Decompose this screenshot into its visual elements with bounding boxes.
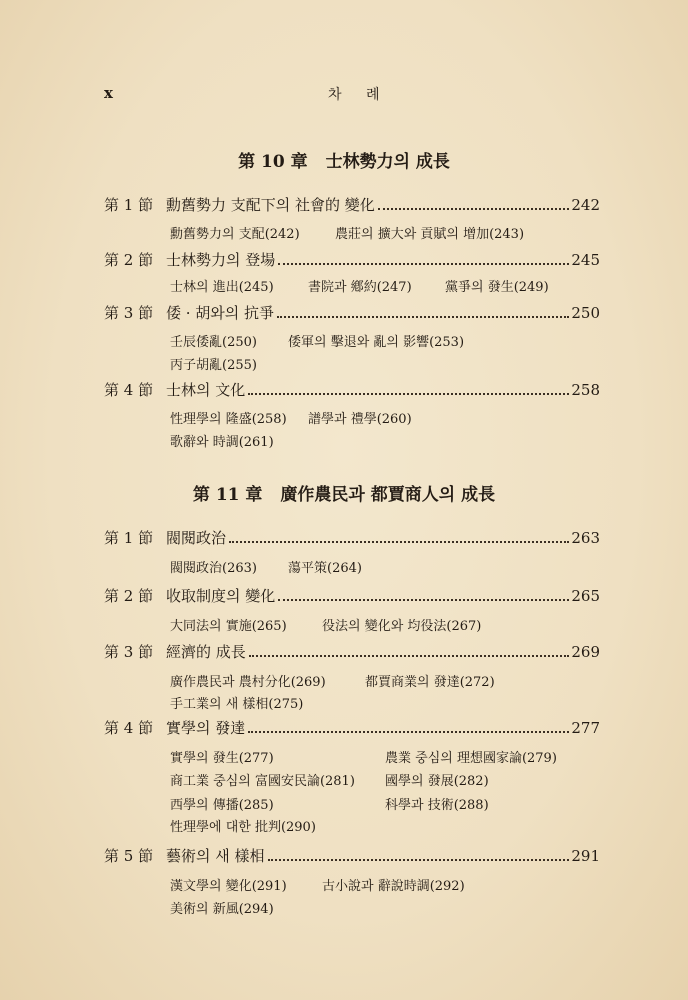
- dot-leader: [248, 731, 569, 733]
- toc-section-row[interactable]: [104, 527, 600, 547]
- section-title: 收取制度의 變化: [166, 587, 276, 605]
- section-number: 第 3 節: [104, 643, 154, 661]
- section-page: 277: [571, 719, 600, 737]
- section-title: 勳舊勢力 支配下의 社會的 變化: [166, 196, 375, 214]
- subsection-entry: 農業 중심의 理想國家論(279): [385, 751, 557, 766]
- subsection-entry: 譜學과 禮學(260): [308, 412, 412, 427]
- section-number: 第 1 節: [104, 196, 154, 214]
- page-number: x: [104, 84, 113, 102]
- section-number: 第 5 節: [104, 847, 154, 865]
- dot-leader: [277, 316, 569, 318]
- toc-section-row[interactable]: [104, 585, 600, 605]
- section-page: 269: [571, 643, 600, 661]
- subsection-entry: 蕩平策(264): [288, 561, 362, 576]
- dot-leader: [268, 859, 570, 861]
- subsection-entry: 丙子胡亂(255): [170, 358, 257, 373]
- subsection-entry: 大同法의 實施(265): [170, 619, 287, 634]
- section-title: 實學의 發達: [166, 719, 246, 737]
- subsection-entry: 役法의 變化와 均役法(267): [322, 619, 482, 634]
- dot-leader: [249, 655, 570, 657]
- subsection-entry: 古小說과 辭說時調(292): [322, 879, 465, 894]
- toc-section-row[interactable]: [104, 717, 600, 737]
- subsection-entry: 倭軍의 擊退와 亂의 影響(253): [288, 335, 465, 350]
- section-page: 245: [571, 251, 600, 269]
- subsection-entry: 手工業의 새 樣相(275): [170, 697, 304, 712]
- subsection-entry: 閥閱政治(263): [170, 561, 257, 576]
- dot-leader: [248, 393, 569, 395]
- subsection-entry: 漢文學의 變化(291): [170, 879, 287, 894]
- toc-section-row[interactable]: [104, 641, 600, 661]
- section-number: 第 4 節: [104, 719, 154, 737]
- running-title: 차 례: [328, 87, 390, 103]
- subsection-entry: 書院과 鄕約(247): [308, 280, 412, 295]
- chapter-heading: [0, 147, 688, 172]
- subsection-entry: 農莊의 擴大와 貢賦의 增加(243): [335, 227, 525, 242]
- section-title: 藝術의 새 樣相: [166, 847, 265, 865]
- dot-leader: [378, 208, 570, 210]
- subsection-entry: 黨爭의 發生(249): [445, 280, 549, 295]
- section-title: 士林의 文化: [166, 381, 246, 399]
- section-number: 第 1 節: [104, 529, 154, 547]
- subsection-entry: 廣作農民과 農村分化(269): [170, 675, 326, 690]
- section-page: 250: [571, 304, 600, 322]
- subsection-entry: 美術의 新風(294): [170, 902, 274, 917]
- toc-section-row[interactable]: [104, 249, 600, 269]
- subsection-entry: 科學과 技術(288): [385, 798, 489, 813]
- subsection-entry: 國學의 發展(282): [385, 774, 489, 789]
- section-title: 倭 · 胡와의 抗爭: [166, 304, 275, 322]
- section-title: 經濟的 成長: [166, 643, 246, 661]
- dot-leader: [229, 541, 569, 543]
- chapter-heading: [0, 480, 688, 505]
- toc-section-row[interactable]: [104, 845, 600, 865]
- toc-section-row[interactable]: [104, 194, 600, 214]
- chapter-title: 士林勢力의 成長: [325, 152, 450, 172]
- subsection-entry: 商工業 중심의 富國安民論(281): [170, 774, 355, 789]
- section-page: 291: [571, 847, 600, 865]
- chapter-number: 第 11 章: [192, 485, 263, 505]
- section-number: 第 4 節: [104, 381, 154, 399]
- toc-section-row[interactable]: [104, 302, 600, 322]
- subsection-entry: 西學의 傳播(285): [170, 798, 274, 813]
- subsection-entry: 實學의 發生(277): [170, 751, 274, 766]
- subsection-entry: 性理學에 대한 批判(290): [170, 820, 316, 835]
- section-title: 士林勢力의 登場: [166, 251, 276, 269]
- section-page: 242: [571, 196, 600, 214]
- dot-leader: [278, 263, 569, 265]
- section-page: 258: [571, 381, 600, 399]
- subsection-entry: 壬辰倭亂(250): [170, 335, 257, 350]
- section-number: 第 2 節: [104, 251, 154, 269]
- subsection-entry: 士林의 進出(245): [170, 280, 274, 295]
- subsection-entry: 都賈商業의 發達(272): [365, 675, 495, 690]
- subsection-entry: 歌辭와 時調(261): [170, 435, 274, 450]
- section-page: 265: [571, 587, 600, 605]
- section-title: 閥閱政治: [166, 529, 227, 547]
- chapter-number: 第 10 章: [238, 152, 308, 172]
- subsection-entry: 性理學의 隆盛(258): [170, 412, 287, 427]
- section-number: 第 2 節: [104, 587, 154, 605]
- subsection-entry: 勳舊勢力의 支配(242): [170, 227, 300, 242]
- toc-section-row[interactable]: [104, 379, 600, 399]
- section-page: 263: [571, 529, 600, 547]
- dot-leader: [278, 599, 569, 601]
- section-number: 第 3 節: [104, 304, 154, 322]
- chapter-title: 廣作農民과 都賈商人의 成長: [280, 485, 496, 505]
